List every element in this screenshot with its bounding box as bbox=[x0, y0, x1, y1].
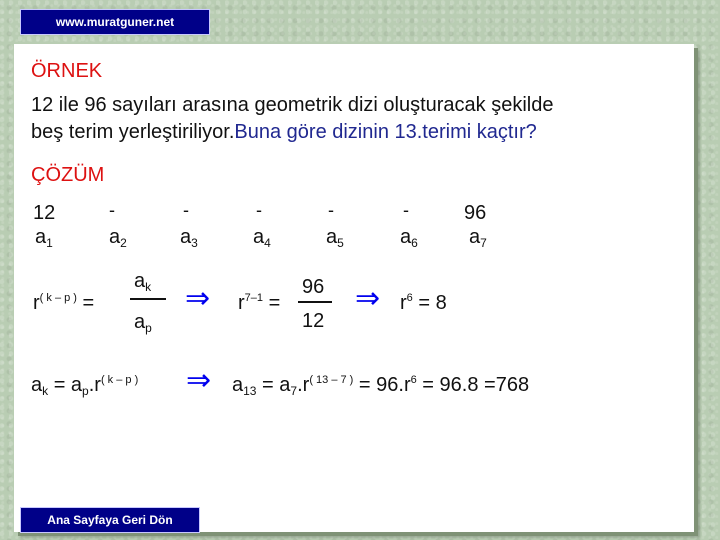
double-right-arrow-icon: ⇒ bbox=[355, 282, 381, 315]
term-a7: $a_7$ bbox=[469, 226, 487, 250]
ratio-formula-denominator: $a_p$ bbox=[134, 311, 152, 335]
ratio-formula-numerator: $a_k$ bbox=[134, 270, 152, 294]
top-value-4: - bbox=[256, 200, 262, 220]
example-label: ÖRNEK bbox=[31, 60, 103, 82]
term-a4: $a_4$ bbox=[253, 226, 271, 250]
site-url-tag: www.muratguner.net bbox=[20, 9, 210, 35]
top-value-7: 96 bbox=[464, 202, 487, 224]
top-value-5: - bbox=[328, 200, 334, 220]
problem-line-2-statement: beş terim yerleştiriliyor. bbox=[31, 121, 235, 143]
ratio-substitution-fraction-bar bbox=[298, 301, 332, 303]
ratio-substitution-denominator: 12 bbox=[302, 310, 325, 332]
top-value-1: 12 bbox=[33, 202, 56, 224]
top-value-3: - bbox=[183, 200, 189, 220]
content-card bbox=[14, 44, 694, 532]
top-value-2: - bbox=[109, 200, 115, 220]
thirteenth-term-calculation: $a_{13} = a_7.r^{( 13 - 7 )} = 96.r^6 = 96.8 =768$ bbox=[232, 374, 530, 398]
ratio-substitution-numerator: 96 bbox=[302, 276, 325, 298]
term-a6: $a_6$ bbox=[400, 226, 418, 250]
ratio-formula-fraction-bar bbox=[130, 298, 166, 300]
problem-question: Buna göre dizinin 13.terimi kaçtır? bbox=[234, 121, 537, 143]
general-term-formula: $a_k = a_p.r^{( k - p )}$ bbox=[31, 374, 139, 398]
ratio-substitution-lhs: $r^{7-1}$ = bbox=[238, 292, 281, 314]
term-a2: $a_2$ bbox=[109, 226, 127, 250]
problem-line-1: 12 ile 96 sayıları arasına geometrik dizi oluşturacak şekilde bbox=[31, 94, 554, 116]
top-value-6: - bbox=[403, 200, 409, 220]
double-right-arrow-icon: ⇒ bbox=[186, 364, 212, 397]
term-a1: $a_1$ bbox=[35, 226, 53, 250]
ratio-formula-lhs: $r^{( k - p )}$ = bbox=[33, 292, 95, 314]
back-to-home-button[interactable]: Ana Sayfaya Geri Dön bbox=[20, 507, 200, 533]
term-a5: $a_5$ bbox=[326, 226, 344, 250]
problem-line-2 bbox=[31, 121, 537, 144]
term-a3: $a_3$ bbox=[180, 226, 198, 250]
double-right-arrow-icon: ⇒ bbox=[185, 282, 211, 315]
solution-label: ÇÖZÜM bbox=[31, 164, 105, 186]
ratio-result: $r^6 = 8$ bbox=[400, 292, 447, 314]
